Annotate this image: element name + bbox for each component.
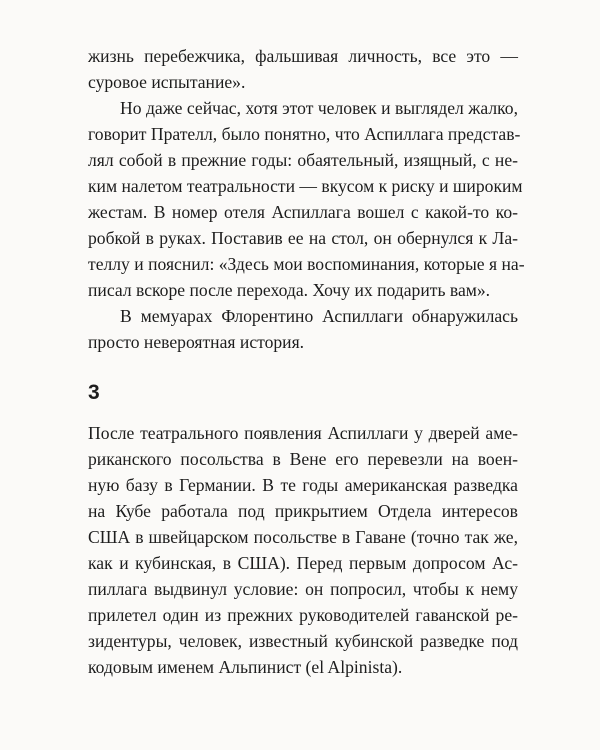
text-line: зидентуры, человек, известный кубинской разведке под — [88, 631, 518, 651]
text-line: ную базу в Германии. В те годы американская разведка — [88, 475, 518, 495]
text-line: суровое испытание». — [88, 72, 246, 92]
text-line: риканского посольства в Вене его перевезли на воен- — [88, 449, 518, 469]
text-line: просто невероятная история. — [88, 332, 305, 352]
text-line: на Кубе работала под прикрытием Отдела интересов — [88, 501, 518, 521]
text-line: США в швейцарском посольстве в Гаване (точно так же, — [88, 527, 518, 547]
text-line: теллу и пояснил: «Здесь мои воспоминания, которые я на- — [88, 254, 525, 274]
text-line: пиллага выдвинул условие: он попросил, чтобы к нему — [88, 579, 518, 599]
text-line: прилетел один из прежних руководителей гаванской ре- — [88, 605, 518, 625]
text-line: В мемуарах Флорентино Аспиллаги обнаружилась — [120, 306, 518, 326]
text-line: лял собой в прежние годы: обаятельный, изящный, с не- — [88, 150, 518, 170]
section-heading: 3 — [88, 381, 100, 404]
text-line: робкой в руках. Поставив ее на стол, он обернулся к Ла- — [88, 228, 518, 248]
text-line: писал вскоре после перехода. Хочу их подарить вам». — [88, 280, 491, 300]
text-line: ким налетом театральности — вкусом к риску и широким — [88, 176, 523, 196]
text-line: После театрального появления Аспиллаги у дверей аме- — [88, 423, 518, 443]
text-line: жестам. В номер отеля Аспиллага вошел с какой-то ко- — [88, 202, 518, 222]
text-line: жизнь перебежчика, фальшивая личность, все это — — [88, 46, 518, 66]
text-line: кодовым именем Альпинист (el Alpinista). — [88, 657, 403, 677]
text-line: как и кубинская, в США). Перед первым допросом Ас- — [88, 553, 518, 573]
text-line: говорит Прателл, было понятно, что Аспиллага представ- — [88, 124, 521, 144]
text-line: Но даже сейчас, хотя этот человек и выглядел жалко, — [120, 98, 518, 118]
